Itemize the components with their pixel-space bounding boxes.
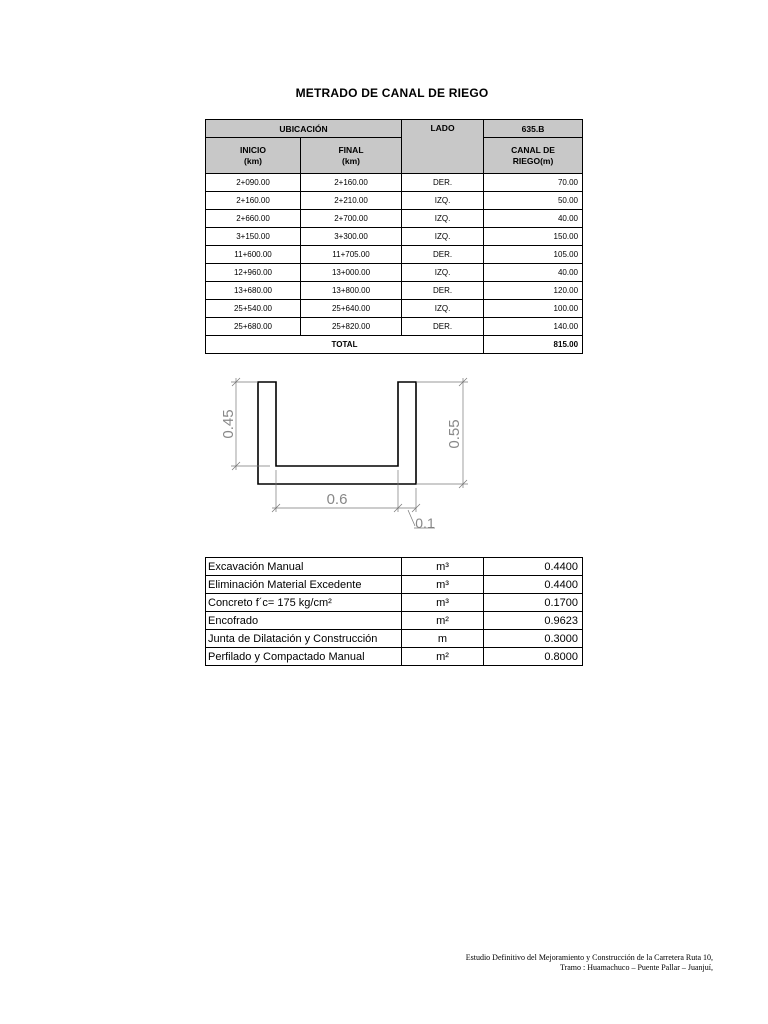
- quantity-row: [206, 576, 583, 594]
- quantity-desc: Concreto f´c= 175 kg/cm²: [206, 594, 402, 612]
- quantity-unit: m²: [402, 648, 484, 666]
- quantity-value: 0.3000: [484, 630, 583, 648]
- footer-line-2: Tramo : Huamachuco – Puente Pallar – Juanjuí,: [559, 963, 713, 972]
- cell-canal: 150.00: [484, 228, 583, 246]
- quantity-row: [206, 630, 583, 648]
- footer-line-1: Estudio Definitivo del Mejoramiento y Construcción de la Carretera Ruta 10,: [465, 953, 713, 962]
- metrado-table: [205, 119, 583, 354]
- quantity-row: [206, 648, 583, 666]
- dim-thickness: 0.1: [415, 515, 435, 530]
- quantity-row: [206, 558, 583, 576]
- cell-lado: IZQ.: [402, 210, 484, 228]
- canal-section-drawing: [215, 370, 480, 530]
- header-inicio-unit: (km): [244, 155, 262, 166]
- quantity-desc: Encofrado: [206, 612, 402, 630]
- cell-inicio: 13+680.00: [206, 282, 301, 300]
- header-lado: LADO: [402, 120, 484, 174]
- table-row: [206, 246, 583, 264]
- quantity-value: 0.4400: [484, 576, 583, 594]
- dim-height-outer: 0.55: [446, 419, 463, 449]
- cell-inicio: 12+960.00: [206, 264, 301, 282]
- table-row: [206, 210, 583, 228]
- total-label: TOTAL: [206, 336, 484, 354]
- quantities-table: [205, 557, 583, 666]
- cell-inicio: 11+600.00: [206, 246, 301, 264]
- table-row: [206, 228, 583, 246]
- quantity-value: 0.4400: [484, 558, 583, 576]
- cell-canal: 120.00: [484, 282, 583, 300]
- cell-inicio: 2+160.00: [206, 192, 301, 210]
- cell-final: 13+800.00: [301, 282, 402, 300]
- page-footer: [466, 953, 713, 973]
- header-inicio: [206, 138, 301, 174]
- dim-width: 0.6: [326, 491, 348, 508]
- header-final: [301, 138, 402, 174]
- cell-final: 25+820.00: [301, 318, 402, 336]
- cell-canal: 140.00: [484, 318, 583, 336]
- quantity-row: [206, 612, 583, 630]
- cell-lado: DER.: [402, 282, 484, 300]
- cell-canal: 70.00: [484, 174, 583, 192]
- quantity-unit: m²: [402, 612, 484, 630]
- table-row: [206, 318, 583, 336]
- quantity-value: 0.8000: [484, 648, 583, 666]
- cell-lado: IZQ.: [402, 228, 484, 246]
- cell-canal: 40.00: [484, 210, 583, 228]
- quantity-unit: m³: [402, 576, 484, 594]
- header-code: 635.B: [484, 120, 583, 138]
- quantity-unit: m³: [402, 558, 484, 576]
- cell-inicio: 2+090.00: [206, 174, 301, 192]
- quantity-unit: m: [402, 630, 484, 648]
- total-row: [206, 336, 583, 354]
- cell-final: 11+705.00: [301, 246, 402, 264]
- header-canal: [484, 138, 583, 174]
- quantity-row: [206, 594, 583, 612]
- table-row: [206, 282, 583, 300]
- cell-inicio: 3+150.00: [206, 228, 301, 246]
- cell-canal: 105.00: [484, 246, 583, 264]
- cell-lado: DER.: [402, 174, 484, 192]
- cell-inicio: 2+660.00: [206, 210, 301, 228]
- cell-final: 25+640.00: [301, 300, 402, 318]
- cell-inicio: 25+680.00: [206, 318, 301, 336]
- header-final-unit: (km): [342, 155, 360, 166]
- cell-lado: IZQ.: [402, 300, 484, 318]
- header-canal-label: CANAL DE: [511, 144, 555, 155]
- cell-lado: IZQ.: [402, 264, 484, 282]
- header-ubicacion: UBICACIÓN: [206, 120, 402, 138]
- header-inicio-label: INICIO: [240, 144, 266, 155]
- cell-canal: 100.00: [484, 300, 583, 318]
- header-canal-unit: RIEGO(m): [512, 155, 554, 166]
- table-row: [206, 192, 583, 210]
- cell-final: 2+210.00: [301, 192, 402, 210]
- cell-inicio: 25+540.00: [206, 300, 301, 318]
- quantity-value: 0.9623: [484, 612, 583, 630]
- cell-final: 13+000.00: [301, 264, 402, 282]
- cell-canal: 40.00: [484, 264, 583, 282]
- quantity-desc: Eliminación Material Excedente: [206, 576, 402, 594]
- cell-lado: DER.: [402, 246, 484, 264]
- page-title: METRADO DE CANAL DE RIEGO: [295, 86, 489, 100]
- quantity-desc: Excavación Manual: [206, 558, 402, 576]
- quantity-value: 0.1700: [484, 594, 583, 612]
- cell-lado: DER.: [402, 318, 484, 336]
- quantity-desc: Perfilado y Compactado Manual: [206, 648, 402, 666]
- quantity-desc: Junta de Dilatación y Construcción: [206, 630, 402, 648]
- cell-final: 2+160.00: [301, 174, 402, 192]
- cell-final: 3+300.00: [301, 228, 402, 246]
- table-row: [206, 300, 583, 318]
- cell-lado: IZQ.: [402, 192, 484, 210]
- cell-final: 2+700.00: [301, 210, 402, 228]
- header-final-label: FINAL: [338, 144, 364, 155]
- channel-outline: [258, 382, 416, 484]
- table-row: [206, 174, 583, 192]
- cell-canal: 50.00: [484, 192, 583, 210]
- dim-height-inner: 0.45: [220, 409, 237, 439]
- quantity-unit: m³: [402, 594, 484, 612]
- total-value: 815.00: [484, 336, 583, 354]
- table-row: [206, 264, 583, 282]
